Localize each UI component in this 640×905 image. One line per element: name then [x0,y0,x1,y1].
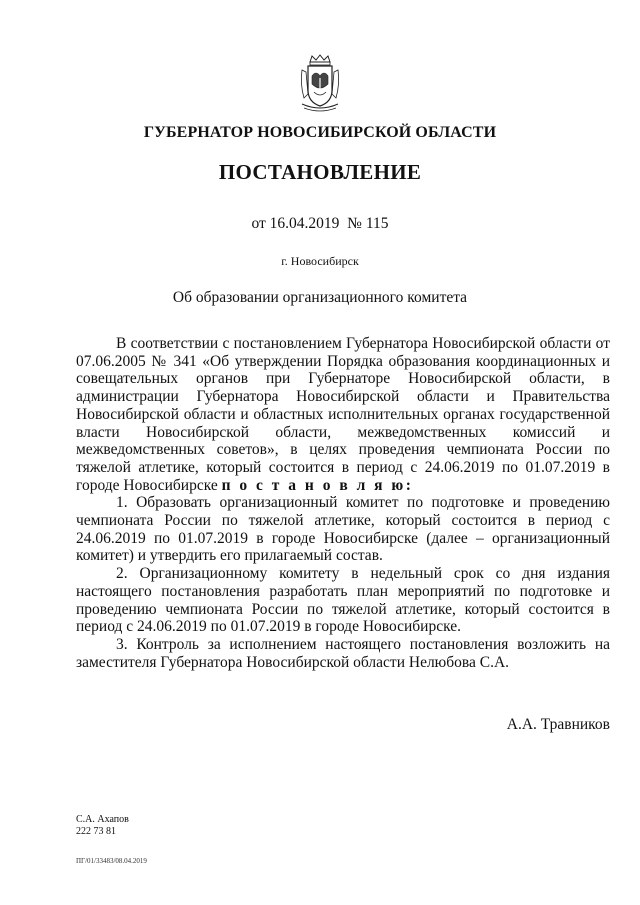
preamble-text: В соответствии с постановлением Губернатора Новосибирской области от 07.06.2005 № 341 «Об утверждении Порядка образования координационных и совещательных органов при Губернаторе Новосибирской области, в администрации Губернатора Новосибирской области и Правительства Новосибирской области и областных исполнительных органах государственной власти Новосибирской области, межведомственных комиссий и межведомственных советов», в целях проведения чемпионата России по тяжелой атлетике, который состоится в период с 24.06.2019 по 01.07.2019 в городе Новосибирске [76,335,610,494]
resolution-item-1: 1. Образовать организационный комитет по подготовке и проведению чемпионата России по тяжелой атлетике, который состоится в период с 24.06.2019 по 01.07.2019 в городе Новосибирске (далее – организационный комитет) и утвердить его прилагаемый состав. [76,494,610,565]
city-name: г. Новосибирск [281,254,359,268]
date-prefix: от [251,215,266,232]
issuing-authority: ГУБЕРНАТОР НОВОСИБИРСКОЙ ОБЛАСТИ [143,124,497,141]
executor-block [76,814,129,838]
resolution-item-2: 2. Организационному комитету в недельный срок со дня издания настоящего постановления разработать план мероприятий по подготовке и проведению чемпионата России по тяжелой атлетике, который состоится в период с 24.06.2019 по 01.07.2019 в городе Новосибирске. [76,565,610,636]
preamble-paragraph [76,335,610,494]
document-number: 115 [365,215,389,232]
signatory-name: А.А. Травников [506,716,610,733]
resolve-suffix: : [405,476,414,494]
document-subject: Об образовании организационного комитета [172,289,468,306]
resolution-item-3: 3. Контроль за исполнением настоящего постановления возложить на заместителя Губернатора Новосибирской области Нелюбова С.А. [76,635,610,671]
document-type-title: ПОСТАНОВЛЕНИЕ [218,160,422,184]
document-date: 16.04.2019 [269,215,340,232]
number-label: № [347,215,362,232]
coat-of-arms-icon [298,54,342,114]
executor-phone: 222 73 81 [76,826,116,837]
registration-number: ПГ/01/33483/08.04.2019 [76,857,147,865]
document-body [76,335,610,671]
document-date-number [0,215,640,233]
resolve-word: п о с т а н о в л я ю [221,476,406,494]
executor-name: С.А. Ахапов [76,814,129,825]
